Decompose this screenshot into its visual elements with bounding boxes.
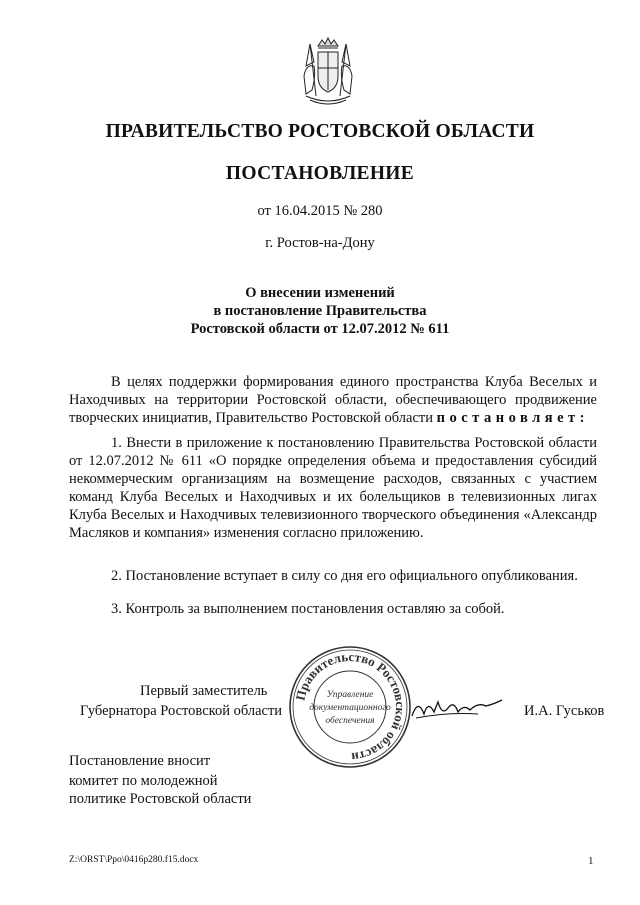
official-stamp xyxy=(288,645,412,769)
coat-of-arms-icon xyxy=(296,36,360,108)
file-path: Z:\ORST\Ppo\0416p280.f15.docx xyxy=(69,855,199,865)
document-title-line-3: Ростовской области от 12.07.2012 № 611 xyxy=(190,321,450,337)
submitter-note-line-3: политике Ростовской области xyxy=(69,791,252,807)
document-title-line-2: в постановление Правительства xyxy=(213,303,427,319)
stamp-center-line-1: Управление xyxy=(326,690,374,700)
signatory-position-line-2: Губернатора Ростовской области xyxy=(80,703,283,719)
clause-3: 3. Контроль за выполнением постановления оставляю за собой. xyxy=(111,601,505,617)
submitter-note-line-1: Постановление вносит xyxy=(69,753,211,769)
signatory-position-line-1: Первый заместитель xyxy=(140,683,268,699)
document-title-line-1: О внесении изменений xyxy=(245,285,395,301)
signature-icon xyxy=(408,694,504,722)
clause-1: 1. Внести в приложение к постановлению Правительства Ростовской области от 12.07.2012 № 611 «О порядке определения объема и предоставления субсидий некоммерческим организациям на возмещение расходов, связанных с участием команд Клуба Веселых и Находчивых и их болельщиков в телевизионных лигах Клуба Веселых и Находчивых телевизионного творческого объединения «Александр Масляков и компания» изменения согласно приложению. xyxy=(69,435,597,541)
stamp-center-line-2: документационного xyxy=(309,703,391,713)
submitter-note-line-2: комитет по молодежной xyxy=(69,773,218,789)
document-date-number: от 16.04.2015 № 280 xyxy=(257,203,383,219)
stamp-center-line-3: обеспечения xyxy=(325,716,375,726)
page-number: 1 xyxy=(588,855,594,867)
document-type: ПОСТАНОВЛЕНИЕ xyxy=(225,163,415,184)
document-city: г. Ростов-на-Дону xyxy=(265,235,375,251)
decree-word: постановляет: xyxy=(436,410,589,426)
preamble-text: В целях поддержки формирования единого пространства Клуба Веселых и Находчивых на территории Ростовской области, обеспечивающего продвижение творческих инициатив, Правительство Ростовской области xyxy=(69,374,597,426)
organization-name: ПРАВИТЕЛЬСТВО РОСТОВСКОЙ ОБЛАСТИ xyxy=(105,121,535,142)
signatory-name: И.А. Гуськов xyxy=(524,703,605,719)
clause-2: 2. Постановление вступает в силу со дня его официального опубликования. xyxy=(111,568,578,584)
preamble-paragraph xyxy=(69,373,597,427)
stamp-ring-text: Правительство Ростовской области xyxy=(292,648,409,766)
